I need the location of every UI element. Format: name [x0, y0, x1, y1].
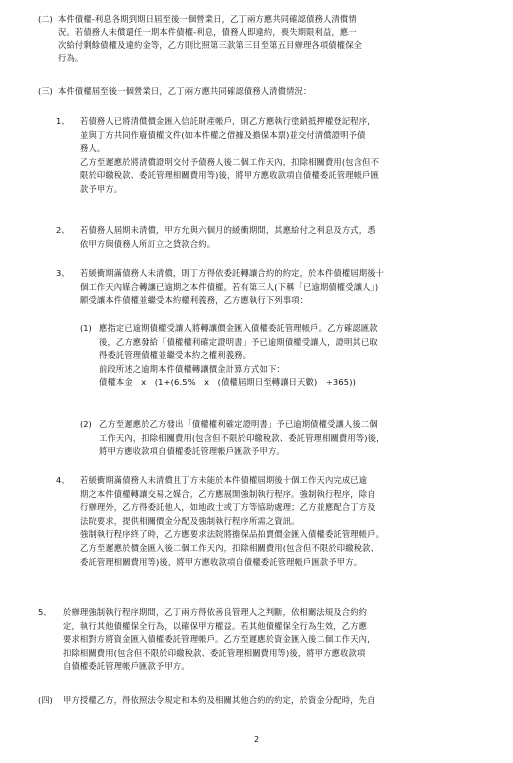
paragraph-marker: (三): [38, 86, 53, 96]
paragraph-marker: 2、: [56, 225, 70, 235]
paragraph-line: 務人。: [80, 143, 106, 154]
paragraph-marker: (四): [38, 695, 53, 705]
paragraph-line: 扣除相關費用(包含但不限於印繳稅款、委託管理相關費用等)後，將甲方應收款項: [63, 647, 366, 658]
paragraph-marker: (二): [38, 14, 53, 24]
paragraph-line: 將甲方應收款項自債權委託管理帳戶匯款予甲方。: [99, 446, 285, 457]
paragraph-line: 定，執行其他債權保全行為，以確保甲方權益。若其他債權保全行為生效，乙方應: [63, 620, 368, 631]
page-number: 2: [253, 735, 260, 744]
paragraph-line: 前段所述之逾期本件債權轉讓價金計算方式如下：: [99, 363, 285, 374]
paragraph-marker: 4、: [56, 475, 70, 485]
paragraph-line: 款予甲方。: [80, 184, 123, 194]
paragraph-line: 甲方授權乙方，得依照法令規定和本約及相關其他合約的約定，於資金分配時，先自: [63, 695, 376, 705]
paragraph-line: 乙方至遲應於價金匯入後二個工作天內，扣除相關費用(包含但不限於印繳稅款、: [80, 543, 380, 553]
paragraph-line: 若債務人屆期未清償，甲方允與六個月的緩衝期間，其應給付之利息及方式，悉: [80, 225, 376, 235]
paragraph-line: 本件債權-利息各期到期日屆至後一個營業日，乙丁兩方應共同確認債務人清償情: [58, 14, 357, 24]
paragraph-marker: 1、: [56, 116, 70, 126]
paragraph-line: 乙方至遲應於將清償證明交付予債務人後二個工作天內，扣除相關費用(包含但不: [80, 156, 380, 167]
paragraph-line: 工作天內，扣除相關費用(包含但不限於印繳稅款、委託管理相關費用等)後，: [99, 432, 385, 443]
paragraph-line: 後，乙方應發給「債權權利確定證明書」予已逾期債權受讓人，證明其已取: [99, 336, 378, 347]
paragraph-marker: (2): [80, 419, 92, 429]
paragraph-line: 次給付剩餘債權及違約金等，乙方則比照第三款第三目至第五目辦理各項債權保全: [58, 40, 363, 51]
paragraph-line: 況。若債務人未償還任一期本件債權-利息，債務人即違約，喪失期限利益，應一: [58, 27, 357, 38]
paragraph-line: 行為。: [58, 53, 84, 64]
paragraph-line: 個工作天內媒合轉讓已逾期之本件債權。若有第三人(下稱「已逾期債權受讓人」): [80, 281, 379, 292]
paragraph-line: 乙方至遲應於乙方發出「債權權利確定證明書」予已逾期債權受讓人後二個: [99, 419, 378, 429]
paragraph-line: 並與丁方共同作廢債權文件(如本件權之借據及擔保本票)並交付清償證明予債: [80, 129, 366, 140]
paragraph-line: 於辦理強制執行程序期間，乙丁兩方得依善良管理人之判斷，依相關法規及合約約: [63, 607, 368, 617]
paragraph-line: 依甲方與債務人所訂立之貸款合約。: [80, 238, 216, 249]
paragraph-line: 行辦理外，乙方得委託他人，如地政士或丁方等協助處理；乙方並應配合丁方及: [80, 502, 376, 513]
paragraph-line: 願受讓本件債權並繼受本約權利義務，乙方應執行下列事項：: [80, 295, 309, 306]
paragraph-line: 若債務人已將清償價金匯入信託財產帳戶，則乙方應執行塗銷抵押權登記程序，: [80, 116, 376, 126]
paragraph-line: 強制執行程序終了時，乙方應要求法院將擔保品拍賣價金匯入債權委託管理帳戶。: [80, 529, 385, 540]
paragraph-marker: 5、: [38, 607, 52, 617]
paragraph-line: 得委託管理債權並繼受本約之權利義務。: [99, 350, 252, 361]
paragraph-line: 期之本件債權轉讓交易之媒合，乙方應展開強制執行程序。強制執行程序，除自: [80, 488, 376, 499]
paragraph-marker: 3、: [56, 268, 70, 278]
paragraph-line: 自債權委託管理帳戶匯款予甲方。: [63, 661, 190, 672]
paragraph-line: 本件債權屆至後一個營業日，乙丁兩方應共同確認債務人清償情況：: [58, 86, 312, 96]
paragraph-line: 若緩衝期滿債務人未清償且丁方未能於本件債權屆期後十個工作天內完成已逾: [80, 475, 368, 485]
paragraph-line: 若緩衝期滿債務人未清償，則丁方得依委託轉讓合約的約定，於本件債權屆期後十: [80, 268, 385, 278]
paragraph-line: 債權本金 x (1+(6.5% x (債權屆期日至轉讓日天數) ÷365)): [99, 377, 356, 388]
paragraph-marker: (1): [80, 323, 92, 333]
paragraph-line: 應指定已逾期債權受讓人將轉讓價金匯入債權委託管理帳戶。乙方確認匯款: [99, 323, 378, 333]
paragraph-line: 法院要求，提供相關價金分配及強制執行程序所需之資訊。: [80, 515, 300, 526]
paragraph-line: 委託管理相關費用等)後，將甲方應收款項自債權委託管理帳戶匯款予甲方。: [80, 556, 363, 567]
paragraph-line: 要求相對方將資金匯入債權委託管理帳戶。乙方至遲應於資金匯入後二個工作天內，: [63, 634, 376, 645]
paragraph-line: 限於印繳稅款、委託管理相關費用等)後，將甲方應收款項自債權委託管理帳戶匯: [80, 170, 380, 181]
